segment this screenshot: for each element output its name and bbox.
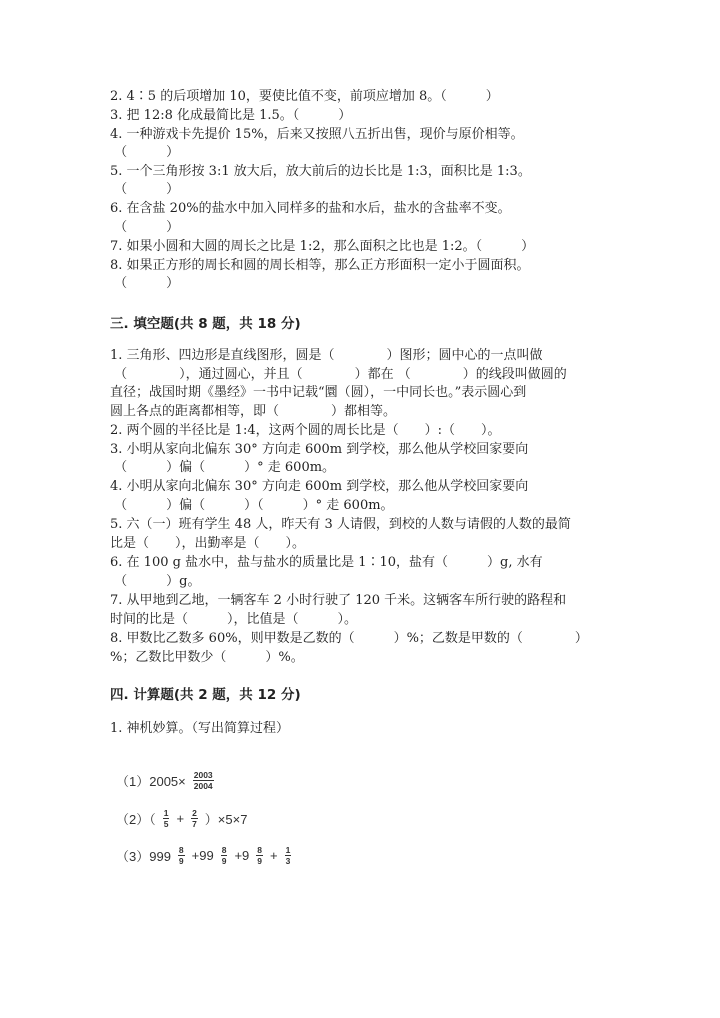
judge-line: （ ） xyxy=(110,145,180,160)
fraction xyxy=(178,845,185,866)
fraction xyxy=(285,845,292,866)
fill-line: 7. 从甲地到乙地，一辆客车 2 小时行驶了 120 千米。这辆客车所行驶的路程和 xyxy=(110,593,567,608)
fill-line: 4. 小明从家向北偏东 30° 方向走 600m 到学校，那么他从学校回家要向 xyxy=(110,479,529,494)
judge-line: （ ） xyxy=(110,182,180,197)
fill-line: 6. 在 100 g 盐水中，盐与盐水的质量比是 1∶10，盐有（ ）g, 水有 xyxy=(110,555,543,570)
denominator: 2004 xyxy=(193,781,213,791)
judge-line: 7. 如果小圆和大圆的周长之比是 1:2，那么面积之比也是 1:2。（ ） xyxy=(110,239,535,254)
judge-line: 4. 一种游戏卡先提价 15%，后来又按照八五折出售，现价与原价相等。 xyxy=(110,127,524,142)
judge-line: 6. 在含盐 20%的盐水中加入同样多的盐和水后，盐水的含盐率不变。 xyxy=(110,201,511,216)
calc-q1 xyxy=(116,770,217,791)
plus-sign: + xyxy=(270,848,278,863)
fill-line: （ ）偏（ ）（ ）° 走 600m。 xyxy=(110,498,394,513)
numerator: 8 xyxy=(178,845,184,855)
fill-line: 直径；战国时期《墨经》一书中记载“圜（圆），一中同长也。”表示圆心到 xyxy=(110,385,527,400)
fill-line: （ ）g。 xyxy=(110,574,201,589)
judge-line: （ ） xyxy=(110,220,180,235)
judge-line: 5. 一个三角形按 3:1 放大后，放大前后的边长比是 1:3，面积比是 1:3。 xyxy=(110,164,531,179)
fill-line: 比是（ ），出勤率是（ ）。 xyxy=(110,536,306,551)
judge-line: 8. 如果正方形的周长和圆的周长相等，那么正方形面积一定小于圆面积。 xyxy=(110,258,530,273)
judge-line: （ ） xyxy=(110,276,180,291)
fill-line: 时间的比是（ ），比值是（ ）。 xyxy=(110,612,358,627)
fill-line: （ ），通过圆心，并且（ ）都在 （ ）的线段叫做圆的 xyxy=(110,367,567,382)
numerator: 1 xyxy=(163,808,169,818)
numerator: 1 xyxy=(285,845,291,855)
plus-sign: + xyxy=(176,811,185,826)
denominator: 9 xyxy=(257,856,263,866)
calc-intro: 1. 神机妙算。（写出简算过程） xyxy=(110,721,290,736)
term: +99 xyxy=(191,848,214,863)
fraction xyxy=(256,845,263,866)
fill-line: 圆上各点的距离都相等，即（ ）都相等。 xyxy=(110,404,397,419)
calc-q3 xyxy=(116,845,294,866)
fraction xyxy=(221,845,228,866)
numerator: 8 xyxy=(257,845,263,855)
denominator: 9 xyxy=(178,856,184,866)
q3-label: （3）999 xyxy=(116,849,171,864)
fill-line: 2. 两个圆的半径比是 1:4，这两个圆的周长比是（ ）:（ ）。 xyxy=(110,423,501,438)
fill-line: 1. 三角形、四边形是直线图形，圆是（ ）图形；圆中心的一点叫做 xyxy=(110,348,543,363)
denominator: 5 xyxy=(163,819,169,829)
judge-line: 3. 把 12:8 化成最简比是 1.5。（ ） xyxy=(110,108,352,123)
section3-title: 三. 填空题(共 8 题，共 18 分) xyxy=(110,316,301,332)
fraction xyxy=(163,808,170,829)
calc-q2 xyxy=(116,808,247,829)
q1-label: （1）2005× xyxy=(116,774,186,789)
denominator: 3 xyxy=(285,856,291,866)
fill-line: （ ）偏（ ）° 走 600m。 xyxy=(110,460,336,475)
numerator: 2 xyxy=(192,808,197,818)
q2-tail: ）×5×7 xyxy=(204,812,248,827)
term: +9 xyxy=(234,848,250,863)
q2-label: （2）（ xyxy=(116,812,156,827)
numerator: 2003 xyxy=(193,770,213,780)
numerator: 8 xyxy=(221,845,227,855)
fraction xyxy=(193,770,214,791)
fill-line: 8. 甲数比乙数多 60%，则甲数是乙数的（ ）%；乙数是甲数的（ ） xyxy=(110,631,588,646)
fill-line: 5. 六（一）班有学生 48 人，昨天有 3 人请假，到校的人数与请假的人数的最简 xyxy=(110,517,571,532)
fill-line: 3. 小明从家向北偏东 30° 方向走 600m 到学校，那么他从学校回家要向 xyxy=(110,442,529,457)
denominator: 7 xyxy=(192,819,197,829)
fraction xyxy=(191,808,198,829)
fill-line: %；乙数比甲数少（ ）%。 xyxy=(110,650,304,665)
section4-title: 四. 计算题(共 2 题，共 12 分) xyxy=(110,687,301,703)
judge-line: 2. 4∶5 的后项增加 10，要使比值不变，前项应增加 8。（ ） xyxy=(110,89,499,104)
denominator: 9 xyxy=(221,856,227,866)
